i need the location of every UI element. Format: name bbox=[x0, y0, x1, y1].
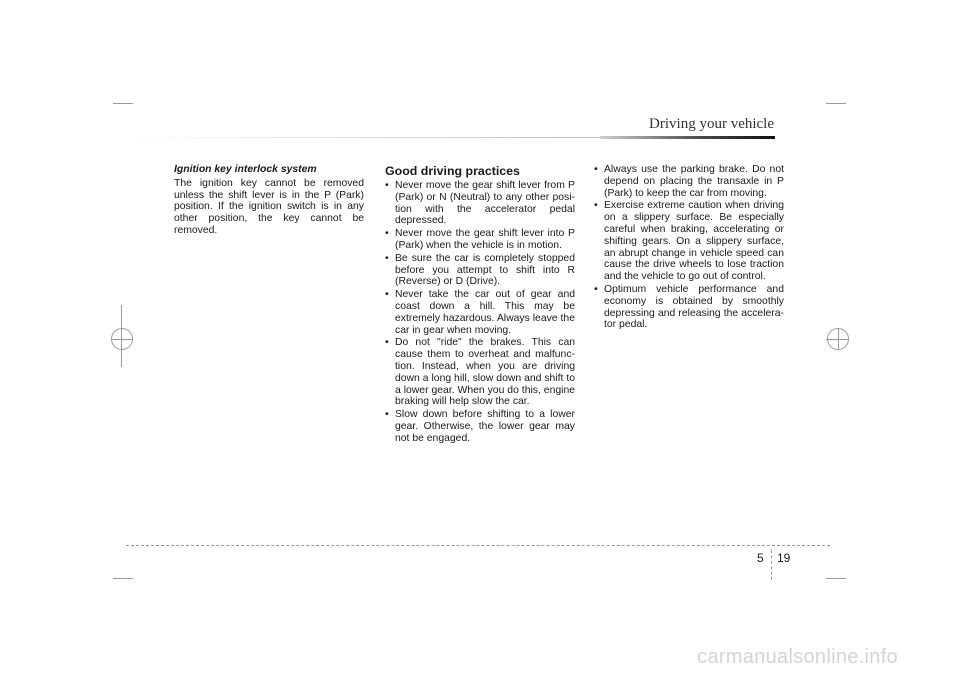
list-item: • Be sure the car is completely stopped before you attempt to shift into R (Reverse) or D (Drive). bbox=[385, 253, 575, 288]
heading-good-driving-practices: Good driving practices bbox=[385, 164, 520, 178]
crop-mark bbox=[113, 578, 133, 579]
subheading-ignition-key-interlock: Ignition key interlock system bbox=[174, 164, 317, 175]
list-item: • Never move the gear shift lever from P (Park) or N (Neutral) to any other posi-tion with the accelerator pedal depressed. bbox=[385, 180, 575, 227]
footer-divider bbox=[771, 550, 772, 580]
list-item: • Exercise extreme caution when driving on a slippery surface. Be especially careful when braking, accelerating or shifting gears. On a slippery surface, an abrupt change in vehicle speed can cause the drive wheels to lose traction and the vehicle to go out of control. bbox=[594, 200, 784, 283]
crop-mark bbox=[826, 103, 846, 104]
list-item: • Never move the gear shift lever into P (Park) when the vehicle is in motion. bbox=[385, 228, 575, 252]
list-item: • Do not "ride" the brakes. This can cause them to overheat and malfunc-tion. Instead, when you are driving down a long hill, slow down and shift to a lower gear. When you do this, engine braking will help slow the car. bbox=[385, 337, 575, 408]
list-item: • Slow down before shifting to a lower gear. Otherwise, the lower gear may not be engaged. bbox=[385, 409, 575, 444]
header-rule bbox=[126, 137, 601, 138]
column-1 bbox=[174, 164, 364, 237]
column-3 bbox=[594, 164, 784, 332]
chapter-number: 5 bbox=[757, 551, 764, 565]
paragraph-ignition-key: The ignition key cannot be removed unless the shift lever is in the P (Park) position. If the ignition switch is in any other position, the key cannot be removed. bbox=[174, 177, 364, 236]
registration-mark-right bbox=[827, 328, 849, 350]
list-item: • Optimum vehicle performance and economy is obtained by smoothly depressing and releasing the accelera-tor pedal. bbox=[594, 284, 784, 331]
registration-mark-left bbox=[111, 328, 133, 350]
bullet-list bbox=[594, 164, 784, 331]
watermark: carmanualsonline.info bbox=[697, 646, 898, 668]
header-bar bbox=[600, 136, 775, 139]
crop-mark bbox=[826, 578, 846, 579]
crop-mark bbox=[113, 103, 133, 104]
footer-rule bbox=[126, 545, 830, 546]
list-item: • Never take the car out of gear and coast down a hill. This may be extremely hazardous. Always leave the car in gear when moving. bbox=[385, 289, 575, 336]
page-number: 19 bbox=[777, 551, 791, 565]
list-item: • Always use the parking brake. Do not depend on placing the transaxle in P (Park) to keep the car from moving. bbox=[594, 164, 784, 199]
bullet-list bbox=[385, 180, 575, 445]
column-2 bbox=[385, 164, 575, 446]
section-header-title: Driving your vehicle bbox=[649, 116, 774, 132]
